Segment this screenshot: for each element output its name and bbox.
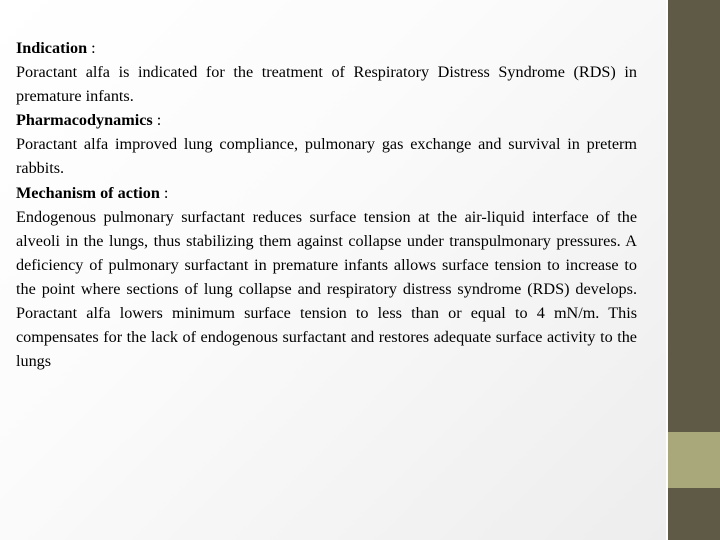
indication-text: Poractant alfa is indicated for the treatment of Respiratory Distress Syndrome (RDS) in premature infants. (16, 63, 637, 106)
pharmacodynamics-text: Poractant alfa improved lung compliance, pulmonary gas exchange and survival in preterm rabbits. (16, 135, 637, 178)
pharmacodynamics-heading-line (16, 108, 637, 132)
pharmacodynamics-heading: Pharmacodynamics (16, 111, 153, 130)
mechanism-separator: : (159, 183, 169, 202)
sidebar-accent-band (666, 432, 720, 488)
slide-body (16, 36, 637, 373)
mechanism-heading-line (16, 181, 637, 205)
indication-heading-line (16, 36, 637, 60)
pharmacodynamics-separator: : (152, 111, 162, 130)
sidebar-dark-band-bottom (666, 488, 720, 540)
mechanism-heading: Mechanism of action (16, 183, 160, 202)
mechanism-text: Endogenous pulmonary surfactant reduces surface tension at the air-liquid interface of the alveoli in the lungs, thus stabilizing them against collapse under transpulmonary pressures. A deficiency of pulmonary surfactant in premature infants allows surface tension to increase to the point where sections of lung collapse and respiratory distress syndrome (RDS) develops. Poractant alfa lowers minimum surface tension to less than or equal to 4 mN/m. This compensates for the lack of endogenous surfactant and restores adequate surface activity to the lungs (16, 207, 637, 371)
sidebar-dark-band (666, 0, 720, 432)
indication-separator: : (87, 39, 96, 57)
indication-heading: Indication (16, 39, 88, 57)
